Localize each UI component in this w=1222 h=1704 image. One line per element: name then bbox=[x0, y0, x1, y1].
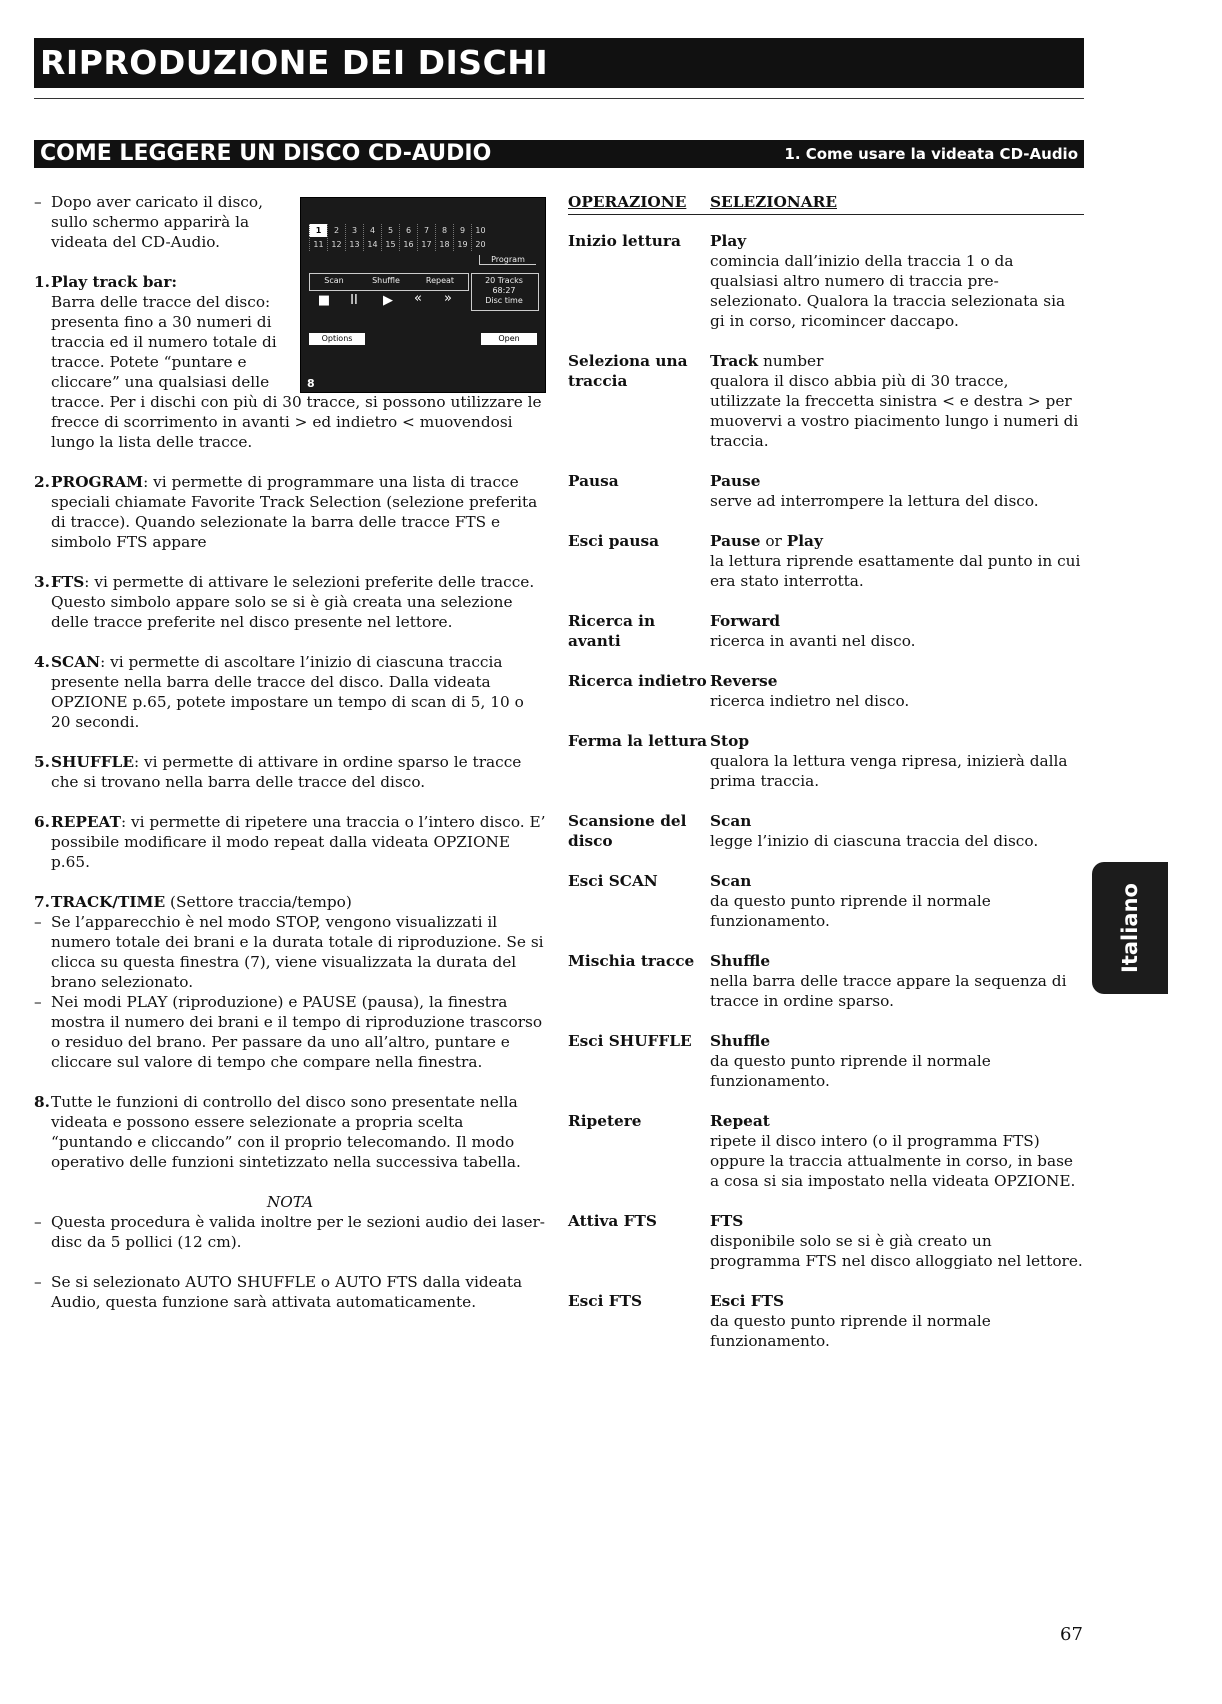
selection-cell bbox=[710, 871, 1084, 931]
section-title: COME LEGGERE UN DISCO CD-AUDIO bbox=[40, 141, 492, 166]
title-rule bbox=[34, 98, 1084, 99]
operation-name: Ferma la lettura bbox=[568, 732, 708, 750]
selection-key: Reverse bbox=[710, 672, 778, 690]
table-row bbox=[568, 351, 1084, 451]
track-number: 19 bbox=[453, 238, 471, 251]
selection-description: disponibile solo se si è già creato un programma FTS nel disco alloggiato nel lettore. bbox=[710, 1232, 1083, 1270]
item-number: 7. bbox=[34, 893, 50, 911]
selection-key-suffix: or bbox=[760, 532, 787, 550]
section-subtitle: 1. Come usare la videata CD-Audio bbox=[784, 145, 1078, 163]
shuffle-label: Shuffle bbox=[372, 276, 400, 285]
item-label: FTS bbox=[51, 573, 85, 591]
stop-icon: ■ bbox=[317, 293, 331, 308]
track-number: 1 bbox=[309, 224, 327, 237]
selection-description: da questo punto riprende il normale funzionamento. bbox=[710, 892, 991, 930]
scan-label: Scan bbox=[324, 276, 344, 285]
repeat-label: Repeat bbox=[425, 276, 455, 285]
table-row bbox=[568, 531, 1084, 591]
track-number: 12 bbox=[327, 238, 345, 251]
note-text: Se si selezionato AUTO SHUFFLE o AUTO FTS dalla videata Audio, questa funzione sarà attivata automaticamente. bbox=[51, 1273, 523, 1311]
item-number: 2. bbox=[34, 473, 50, 491]
selection-cell bbox=[710, 351, 1084, 451]
operation-name: Esci SCAN bbox=[568, 872, 658, 890]
selection-cell bbox=[710, 1111, 1084, 1191]
pause-icon: II bbox=[350, 293, 358, 308]
selection-key: FTS bbox=[710, 1212, 744, 1230]
track-number: 11 bbox=[309, 238, 327, 251]
track-number: 17 bbox=[417, 238, 435, 251]
table-row bbox=[568, 671, 1084, 711]
language-tab-label: Italiano bbox=[1118, 883, 1142, 973]
selection-cell bbox=[710, 951, 1084, 1011]
note: – Questa procedura è valida inoltre per le sezioni audio dei laser-disc da 5 pollici (12 cm). bbox=[34, 1213, 545, 1251]
item-6 bbox=[34, 812, 546, 872]
selection-key-suffix: number bbox=[758, 352, 824, 370]
operation-name: Attiva FTS bbox=[568, 1212, 657, 1230]
selection-cell bbox=[710, 531, 1084, 591]
selection-key: Forward bbox=[710, 612, 781, 630]
item-label: PROGRAM bbox=[51, 473, 144, 491]
track-number: 9 bbox=[453, 224, 471, 237]
item-number: 6. bbox=[34, 813, 50, 831]
selection-description: la lettura riprende esattamente dal punto in cui era stato interrotta. bbox=[710, 552, 1081, 590]
table-row bbox=[568, 1211, 1084, 1271]
track-number: 16 bbox=[399, 238, 417, 251]
item-text: : vi permette di attivare in ordine sparso le tracce che si trovano nella barra delle tracce del disco. bbox=[51, 753, 522, 791]
selection-description: legge l’inizio di ciascuna traccia del disco. bbox=[710, 832, 1039, 850]
item-4 bbox=[34, 652, 546, 732]
selection-key: Pause bbox=[710, 532, 761, 550]
table-row bbox=[568, 731, 1084, 791]
page-number: 67 bbox=[1060, 1624, 1083, 1645]
selection-key: Scan bbox=[710, 872, 752, 890]
selection-key: Esci FTS bbox=[710, 1292, 785, 1310]
selection-description: ricerca indietro nel disco. bbox=[710, 692, 910, 710]
disc-time-label: Disc time bbox=[485, 296, 523, 305]
item-text: : vi permette di programmare una lista di tracce speciali chiamate Favorite Track Selection (selezione preferita di tracce). Quando selezionate la barra delle tracce FTS e simbolo FTS appare bbox=[51, 473, 538, 551]
item-1 bbox=[34, 272, 546, 452]
col-header-operazione: OPERAZIONE bbox=[568, 193, 687, 211]
operation-name: Inizio lettura bbox=[568, 232, 681, 250]
item-label: REPEAT bbox=[51, 813, 121, 831]
track-number: 3 bbox=[345, 224, 363, 237]
item-text: : vi permette di attivare le selezioni preferite delle tracce. Questo simbolo appare solo se si è già creata una selezione delle tracce preferite nel disco presente nel lettore. bbox=[51, 573, 535, 631]
selection-description: da questo punto riprende il normale funzionamento. bbox=[710, 1052, 991, 1090]
intro-text: Dopo aver caricato il disco, sullo schermo apparirà la videata del CD-Audio. bbox=[51, 193, 263, 251]
selection-key: Pause bbox=[710, 472, 761, 490]
track-number: 8 bbox=[435, 224, 453, 237]
track-number: 18 bbox=[435, 238, 453, 251]
item-text: Tutte le funzioni di controllo del disco sono presentate nella videata e possono essere selezionate a propria scelta “puntando e cliccando” con il proprio telecomando. Il modo operativo delle funzioni sintetizzato nella successiva tabella. bbox=[51, 1093, 521, 1171]
table-row bbox=[568, 231, 1084, 331]
col-header-selezionare: SELEZIONARE bbox=[710, 193, 837, 211]
bullet: – Nei modi PLAY (riproduzione) e PAUSE (pausa), la finestra mostra il numero dei brani e il tempo di riproduzione trascorso o residuo del brano. Per passare da uno all’altro, puntare e cliccare sul valore di tempo che compare nella finestra. bbox=[34, 992, 546, 1072]
selection-description: qualora la lettura venga ripresa, inizierà dalla prima traccia. bbox=[710, 752, 1068, 790]
operation-name: Pausa bbox=[568, 472, 619, 490]
selection-cell bbox=[710, 731, 1084, 791]
selection-key: Scan bbox=[710, 812, 752, 830]
selection-key: Play bbox=[786, 532, 823, 550]
play-icon: ▶ bbox=[383, 293, 393, 308]
rewind-icon: « bbox=[414, 291, 422, 306]
selection-description: da questo punto riprende il normale funzionamento. bbox=[710, 1312, 991, 1350]
table-row bbox=[568, 951, 1084, 1011]
operations-table bbox=[568, 192, 1084, 1371]
table-row bbox=[568, 1111, 1084, 1191]
track-number: 14 bbox=[363, 238, 381, 251]
selection-cell bbox=[710, 231, 1084, 331]
track-number: 5 bbox=[381, 224, 399, 237]
open-button: Open bbox=[481, 333, 537, 345]
item-text: : vi permette di ripetere una traccia o l’intero disco. E’ possibile modificare il modo repeat dalla videata OPZIONE p.65. bbox=[51, 813, 546, 871]
operation-name: Mischia tracce bbox=[568, 952, 695, 970]
note-text: Questa procedura è valida inoltre per le sezioni audio dei laser-disc da 5 pollici (12 cm). bbox=[51, 1213, 545, 1251]
item-8 bbox=[34, 1092, 546, 1172]
table-row bbox=[568, 811, 1084, 851]
program-label: Program bbox=[479, 255, 536, 265]
item-label: SCAN bbox=[51, 653, 101, 671]
selection-cell bbox=[710, 1031, 1084, 1091]
operation-name: Ripetere bbox=[568, 1112, 642, 1130]
operation-name: Esci pausa bbox=[568, 532, 659, 550]
table-row bbox=[568, 1291, 1084, 1351]
operation-name: Esci SHUFFLE bbox=[568, 1032, 692, 1050]
track-number: 10 bbox=[471, 224, 489, 237]
item-7 bbox=[34, 892, 546, 1072]
item-number: 4. bbox=[34, 653, 50, 671]
operation-name: Seleziona una traccia bbox=[568, 352, 688, 390]
item-2 bbox=[34, 472, 546, 552]
operation-name: Ricerca indietro bbox=[568, 672, 707, 690]
selection-cell bbox=[710, 471, 1084, 511]
bullet: – Se l’apparecchio è nel modo STOP, vengono visualizzati il numero totale dei brani e la durata totale di riproduzione. Se si clicca su questa finestra (7), viene visualizzata la durata del brano selezionato. bbox=[34, 912, 546, 992]
item-number: 3. bbox=[34, 573, 50, 591]
options-button: Options bbox=[309, 333, 365, 345]
left-column bbox=[34, 192, 546, 1312]
selection-description: comincia dall’inizio della traccia 1 o da qualsiasi altro numero di traccia pre-selezionato. Qualora la traccia selezionata sia gi in corso, ricomincer daccapo. bbox=[710, 252, 1066, 330]
disc-time-value: 68:27 bbox=[492, 286, 516, 295]
table-header bbox=[568, 192, 1084, 215]
selection-cell bbox=[710, 1211, 1084, 1271]
track-number: 2 bbox=[327, 224, 345, 237]
section-header bbox=[34, 140, 1084, 168]
track-number: 4 bbox=[363, 224, 381, 237]
tracks-count: 20 Tracks bbox=[485, 276, 523, 285]
track-number: 15 bbox=[381, 238, 399, 251]
item-label: SHUFFLE bbox=[51, 753, 134, 771]
track-number: 13 bbox=[345, 238, 363, 251]
bullet-text: Se l’apparecchio è nel modo STOP, vengono visualizzati il numero totale dei brani e la durata totale di riproduzione. Se si clicca su questa finestra (7), viene visualizzata la durata del brano selezionato. bbox=[51, 913, 544, 991]
selection-key: Repeat bbox=[710, 1112, 770, 1130]
item-5 bbox=[34, 752, 546, 792]
item-text: : vi permette di ascoltare l’inizio di ciascuna traccia presente nella barra delle tracce del disco. Dalla videata OPZIONE p.65, potete impostare un tempo di scan di 5, 10 o 20 secondi. bbox=[51, 653, 524, 731]
table-row bbox=[568, 1031, 1084, 1091]
item-number: 1. bbox=[34, 273, 50, 291]
table-row bbox=[568, 611, 1084, 651]
selection-key: Stop bbox=[710, 732, 750, 750]
page-title: RIPRODUZIONE DEI DISCHI bbox=[34, 38, 1084, 88]
selection-cell bbox=[710, 611, 1084, 651]
language-tab bbox=[1092, 862, 1168, 994]
selection-description: ricerca in avanti nel disco. bbox=[710, 632, 916, 650]
selection-cell bbox=[710, 811, 1084, 851]
selection-cell bbox=[710, 1291, 1084, 1351]
item-number: 8. bbox=[34, 1093, 50, 1111]
table-row bbox=[568, 871, 1084, 931]
item-text: (Settore traccia/tempo) bbox=[165, 893, 352, 911]
selection-description: ripete il disco intero (o il programma FTS) oppure la traccia attualmente in corso, in base a cosa si sia impostato nella videata OPZIONE. bbox=[710, 1132, 1076, 1190]
operation-name: Scansione del disco bbox=[568, 812, 687, 850]
operation-name: Esci FTS bbox=[568, 1292, 643, 1310]
track-number: 6 bbox=[399, 224, 417, 237]
item-label: Play track bar: bbox=[51, 273, 178, 291]
note: – Se si selezionato AUTO SHUFFLE o AUTO FTS dalla videata Audio, questa funzione sarà attivata automaticamente. bbox=[34, 1272, 546, 1312]
track-number: 7 bbox=[417, 224, 435, 237]
table-row bbox=[568, 471, 1084, 511]
callout-number: 8 bbox=[307, 377, 315, 390]
nota-heading: NOTA bbox=[266, 1193, 314, 1211]
selection-key: Track bbox=[710, 352, 759, 370]
intro: – Dopo aver caricato il disco, sullo schermo apparirà la videata del CD-Audio. bbox=[34, 192, 296, 252]
bullet-text: Nei modi PLAY (riproduzione) e PAUSE (pausa), la finestra mostra il numero dei brani e il tempo di riproduzione trascorso o residuo del brano. Per passare da uno all’altro, puntare e cliccare sul valore di tempo che compare nella finestra. bbox=[51, 993, 543, 1071]
selection-cell bbox=[710, 671, 1084, 711]
selection-key: Shuffle bbox=[710, 952, 771, 970]
item-number: 5. bbox=[34, 753, 50, 771]
selection-key: Play bbox=[710, 232, 747, 250]
selection-description: nella barra delle tracce appare la sequenza di tracce in ordine sparso. bbox=[710, 972, 1067, 1010]
selection-description: serve ad interrompere la lettura del disco. bbox=[710, 492, 1039, 510]
item-label: TRACK/TIME bbox=[51, 893, 166, 911]
selection-description: qualora il disco abbia più di 30 tracce, utilizzate la freccetta sinistra < e destra > per muovervi a vostro piacimento lungo i numeri di traccia. bbox=[710, 372, 1079, 450]
selection-key: Shuffle bbox=[710, 1032, 771, 1050]
fast-forward-icon: » bbox=[444, 291, 452, 306]
item-3 bbox=[34, 572, 546, 632]
track-number: 20 bbox=[471, 238, 489, 251]
play-track-bar-desc: Barra delle tracce del disco: presenta fino a 30 numeri di traccia ed il numero totale di tracce. Potete “puntare e cliccare” una qualsiasi delle tracce. Per i dischi con più di 30 tracce, si possono utilizzare le frecce di scorrimento in avanti > ed indietro < muovendosi lungo la lista delle tracce. bbox=[51, 293, 542, 451]
operation-name: Ricerca in avanti bbox=[568, 612, 656, 650]
